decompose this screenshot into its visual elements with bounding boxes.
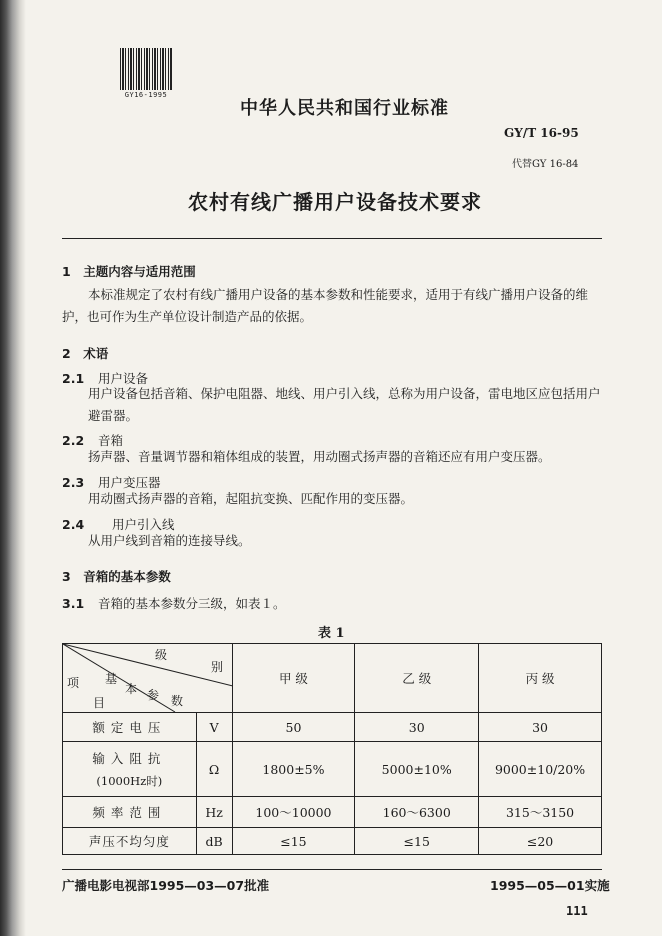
section-2-3-number: 2.3 [62, 475, 85, 490]
value-cell: ≤15 [232, 828, 355, 855]
barcode-text: GY16-1995 [124, 91, 168, 99]
parameter-table [62, 643, 602, 855]
value-cell: 50 [232, 713, 355, 742]
section-2-2-text: 扬声器、音量调节器和箱体组成的装置，用动圈式扬声器的音箱还应有用户变压器。 [88, 449, 551, 464]
param-name: 输入阻抗 [92, 751, 167, 766]
value-cell: 1800±5% [232, 742, 355, 797]
grade-header-a: 甲 级 [232, 644, 355, 713]
value-cell: 5000±10% [355, 742, 479, 797]
header-title: 中华人民共和国行业标准 [240, 98, 449, 119]
corner-label-mu: 目 [93, 696, 106, 710]
section-2-1-text: 用户设备包括音箱、保护电阻器、地线、用户引入线，总称为用户设备，雷电地区应包括用户避雷器。 [88, 386, 601, 423]
corner-label-item: 项 [67, 676, 80, 690]
section-2-1-title: 用户设备 [98, 371, 149, 386]
standard-replaces: 代替GY 16-84 [512, 159, 579, 170]
table-caption: 表 1 [318, 626, 345, 641]
title-rule [62, 238, 602, 239]
section-2-4-number: 2.4 [62, 517, 85, 532]
value-cell: 9000±10/20% [479, 742, 602, 797]
section-3-1-line [62, 594, 286, 612]
corner-label-ben: 本 [125, 682, 138, 696]
section-2-4-text: 从用户线到音箱的连接导线。 [88, 533, 251, 548]
grade-header-c: 丙 级 [479, 644, 602, 713]
section-2-3-text: 用动圈式扬声器的音箱，起阻抗变换、匹配作用的变压器。 [88, 491, 414, 506]
section-2-3-title: 用户变压器 [98, 475, 161, 490]
table-header-row [63, 644, 602, 713]
corner-label-shu: 数 [171, 694, 184, 708]
table-row [63, 828, 602, 855]
corner-label-bie: 别 [211, 660, 224, 674]
param-unit: V [196, 713, 232, 742]
scan-edge-shadow [0, 0, 26, 936]
param-unit: Ω [196, 742, 232, 797]
corner-label-can: 参 [147, 688, 160, 702]
param-name-cell [63, 742, 197, 797]
section-2-2-number: 2.2 [62, 433, 85, 448]
footer-rule [62, 869, 602, 870]
section-2-heading: 2 术语 [62, 346, 109, 361]
value-cell: ≤20 [479, 828, 602, 855]
corner-label-grade: 级 [155, 648, 168, 662]
section-1-text: 本标准规定了农村有线广播用户设备的基本参数和性能要求，适用于有线广播用户设备的维护，也可作为生产单位设计制造产品的依据。 [62, 287, 589, 324]
param-note: (1000Hz时) [96, 774, 163, 788]
table-row [63, 742, 602, 797]
grade-header-b: 乙 级 [355, 644, 479, 713]
value-cell: 315～3150 [479, 797, 602, 828]
section-2-2-title: 音箱 [98, 433, 124, 448]
section-3-heading: 3 音箱的基本参数 [62, 569, 171, 584]
page-number: 111 [566, 904, 588, 918]
standard-number: GY/T 16-95 [504, 126, 579, 140]
param-unit: dB [196, 828, 232, 855]
param-name: 声压不均匀度 [63, 828, 197, 855]
param-unit: Hz [196, 797, 232, 828]
section-1-heading: 1 主题内容与适用范围 [62, 264, 196, 279]
corner-label-ji: 基 [105, 672, 118, 686]
value-cell: 100～10000 [232, 797, 355, 828]
footer-approval: 广播电影电视部1995—03—07批准 [62, 878, 270, 893]
section-3-1-text: 音箱的基本参数分三级，如表１。 [98, 596, 286, 611]
table-row [63, 797, 602, 828]
value-cell: 30 [355, 713, 479, 742]
document-title: 农村有线广播用户设备技术要求 [188, 190, 482, 214]
barcode-image [120, 48, 172, 90]
value-cell: 160～6300 [355, 797, 479, 828]
section-3-1-number: 3.1 [62, 596, 85, 611]
param-name: 额定电压 [63, 713, 197, 742]
param-name: 频率范围 [63, 797, 197, 828]
value-cell: ≤15 [355, 828, 479, 855]
footer-effective-date: 1995—05—01实施 [490, 878, 610, 893]
table-corner-cell [63, 644, 233, 713]
value-cell: 30 [479, 713, 602, 742]
table-row [63, 713, 602, 742]
section-2-1-number: 2.1 [62, 371, 85, 386]
section-2-4-title: 用户引入线 [112, 517, 175, 532]
